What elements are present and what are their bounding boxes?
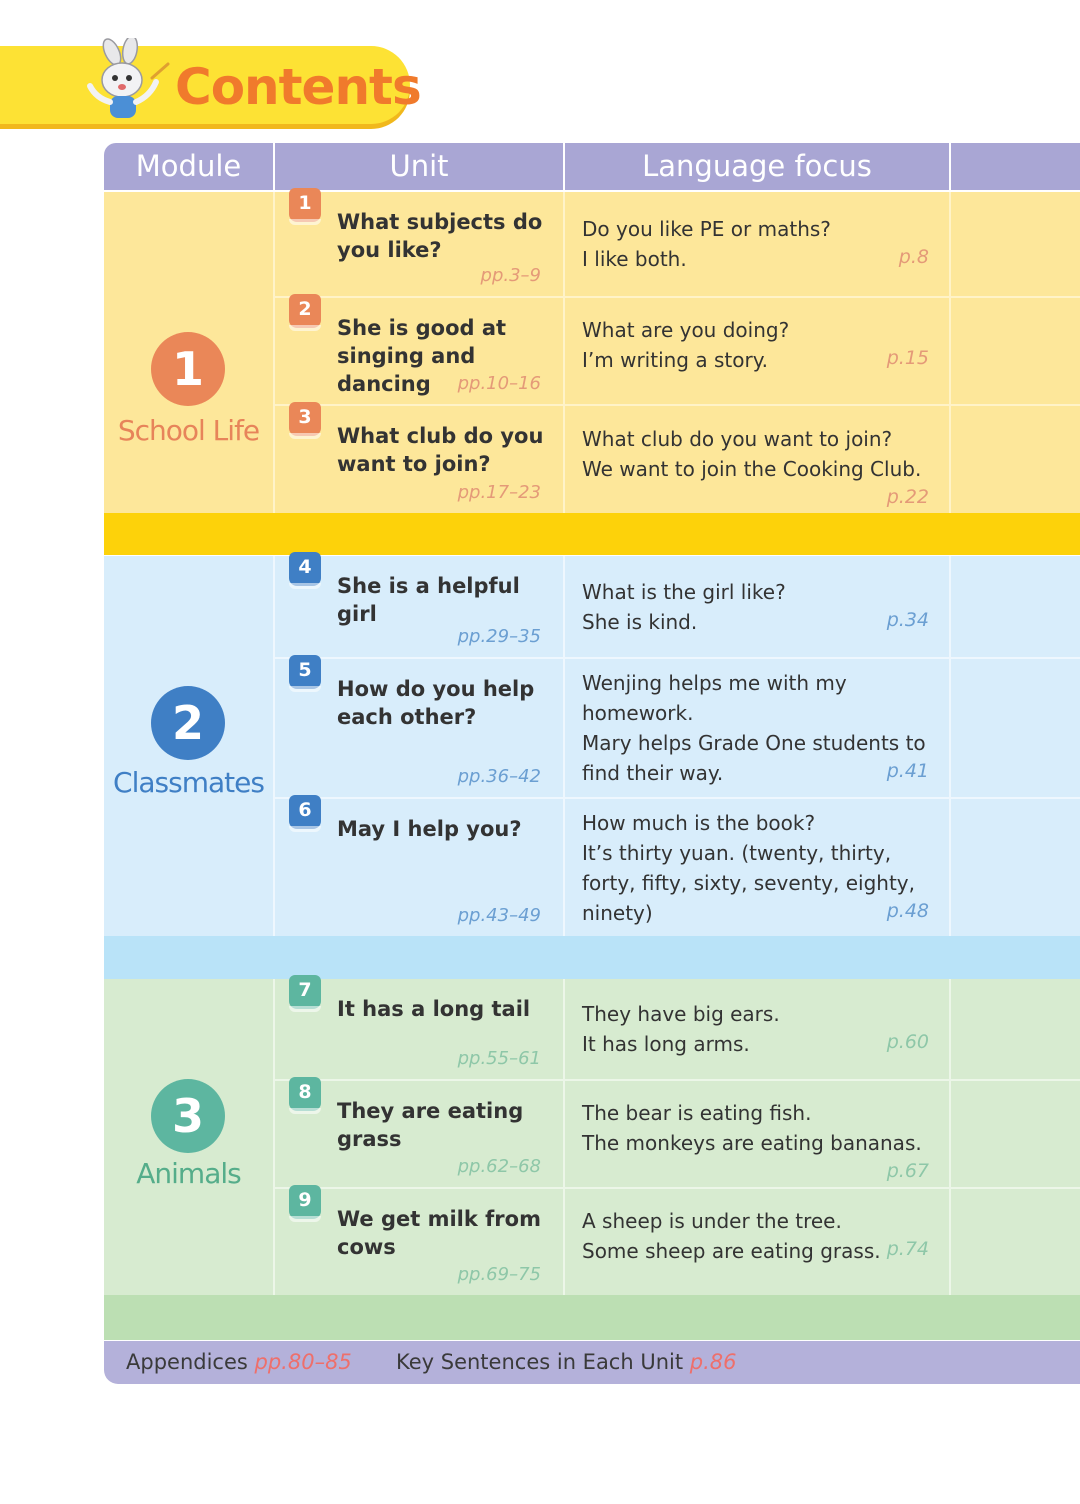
module-name: Animals xyxy=(136,1157,241,1190)
language-focus-line: I’m writing a story. xyxy=(582,348,769,372)
unit-pages: pp.43–49 xyxy=(457,905,541,926)
module-block xyxy=(104,979,1080,1340)
header-language-focus: Language focus xyxy=(565,143,949,190)
extra-cell xyxy=(951,659,1080,797)
language-focus-line: find their way. xyxy=(582,761,724,785)
unit-number-badge: 9 xyxy=(289,1185,321,1219)
language-focus-line: forty, fifty, sixty, seventy, eighty, xyxy=(582,871,915,895)
header-extra xyxy=(951,143,1080,190)
module-number-badge: 1 xyxy=(151,332,225,406)
unit-pages: pp.10–16 xyxy=(457,373,541,394)
unit-cell[interactable] xyxy=(275,1189,563,1295)
unit-cell[interactable] xyxy=(275,192,563,296)
language-focus-line: Some sheep are eating grass. xyxy=(582,1239,881,1263)
extra-cell xyxy=(951,1189,1080,1295)
unit-title: We get milk from cows xyxy=(337,1207,541,1259)
key-sentences-entry[interactable] xyxy=(396,1341,737,1384)
unit-pages: pp.29–35 xyxy=(457,626,541,647)
unit-cell[interactable] xyxy=(275,1081,563,1187)
language-focus-line: What is the girl like? xyxy=(582,580,786,604)
footer-bar xyxy=(104,1341,1080,1384)
unit-number-badge: 8 xyxy=(289,1077,321,1111)
unit-number-badge: 1 xyxy=(289,188,321,222)
language-focus-page: p.8 xyxy=(898,246,929,268)
module-name: Classmates xyxy=(113,766,264,799)
language-focus-page: p.34 xyxy=(886,609,929,631)
unit-title: What subjects do you like? xyxy=(337,210,543,262)
module-cell xyxy=(104,192,273,513)
appendices-label: Appendices xyxy=(126,1350,248,1374)
unit-title: It has a long tail xyxy=(337,997,531,1021)
unit-title: They are eating grass xyxy=(337,1099,524,1151)
language-focus-line: It’s thirty yuan. (twenty, thirty, xyxy=(582,841,892,865)
language-focus-line: A sheep is under the tree. xyxy=(582,1209,842,1233)
language-focus-line: What are you doing? xyxy=(582,318,790,342)
module-number-badge: 3 xyxy=(151,1079,225,1153)
language-focus-cell xyxy=(565,556,949,657)
unit-pages: pp.36–42 xyxy=(457,766,541,787)
language-focus-page: p.74 xyxy=(886,1238,929,1260)
extra-cell xyxy=(951,406,1080,513)
language-focus-line: ninety) xyxy=(582,901,653,925)
language-focus-page: p.15 xyxy=(886,347,929,369)
bunny-mascot-icon xyxy=(82,38,174,124)
module-divider-stripe xyxy=(104,1295,1080,1340)
unit-cell[interactable] xyxy=(275,298,563,404)
module-cell xyxy=(104,979,273,1295)
language-focus-line: They have big ears. xyxy=(582,1002,780,1026)
language-focus-cell xyxy=(565,298,949,404)
extra-cell xyxy=(951,979,1080,1079)
module-cell xyxy=(104,556,273,936)
unit-title: How do you help each other? xyxy=(337,677,535,729)
language-focus-page: p.48 xyxy=(886,900,929,922)
language-focus-cell xyxy=(565,1189,949,1295)
unit-cell[interactable] xyxy=(275,659,563,797)
module-number-badge: 2 xyxy=(151,686,225,760)
header-module: Module xyxy=(104,143,273,190)
language-focus-line: I like both. xyxy=(582,247,687,271)
language-focus-line: homework. xyxy=(582,701,694,725)
language-focus-line: Do you like PE or maths? xyxy=(582,217,831,241)
unit-number-badge: 3 xyxy=(289,402,321,436)
unit-title: May I help you? xyxy=(337,817,522,841)
unit-pages: pp.17–23 xyxy=(457,482,541,503)
key-sentences-page: p.86 xyxy=(689,1350,737,1374)
language-focus-line: She is kind. xyxy=(582,610,698,634)
appendices-pages: pp.80–85 xyxy=(254,1350,352,1374)
language-focus-line: The monkeys are eating bananas. xyxy=(582,1131,922,1155)
extra-cell xyxy=(951,799,1080,936)
language-focus-cell xyxy=(565,799,949,936)
language-focus-cell xyxy=(565,406,949,513)
unit-title: What club do you want to join? xyxy=(337,424,544,476)
module-name: School Life xyxy=(117,414,260,447)
header-unit: Unit xyxy=(275,143,563,190)
unit-pages: pp.3–9 xyxy=(480,265,541,286)
module-block xyxy=(104,556,1080,980)
unit-pages: pp.69–75 xyxy=(457,1264,541,1285)
language-focus-line: The bear is eating fish. xyxy=(582,1101,812,1125)
key-sentences-label: Key Sentences in Each Unit xyxy=(396,1350,684,1374)
language-focus-page: p.67 xyxy=(886,1160,929,1182)
unit-cell[interactable] xyxy=(275,979,563,1079)
unit-number-badge: 5 xyxy=(289,655,321,689)
extra-cell xyxy=(951,556,1080,657)
language-focus-page: p.22 xyxy=(886,486,929,508)
module-divider-stripe xyxy=(104,513,1080,555)
module-block xyxy=(104,192,1080,555)
page-title: Contents xyxy=(175,58,421,116)
unit-number-badge: 6 xyxy=(289,795,321,829)
module-divider-stripe xyxy=(104,936,1080,980)
unit-cell[interactable] xyxy=(275,406,563,513)
extra-cell xyxy=(951,298,1080,404)
unit-number-badge: 2 xyxy=(289,294,321,328)
language-focus-line: Wenjing helps me with my xyxy=(582,671,847,695)
unit-number-badge: 7 xyxy=(289,975,321,1009)
language-focus-cell xyxy=(565,192,949,296)
language-focus-cell xyxy=(565,1081,949,1187)
appendices-entry[interactable] xyxy=(126,1341,352,1384)
unit-cell[interactable] xyxy=(275,556,563,657)
unit-number-badge: 4 xyxy=(289,552,321,586)
language-focus-line: How much is the book? xyxy=(582,811,816,835)
unit-title: She is a helpful girl xyxy=(337,574,520,626)
language-focus-cell xyxy=(565,659,949,797)
language-focus-page: p.60 xyxy=(886,1031,929,1053)
language-focus-line: We want to join the Cooking Club. xyxy=(582,457,922,481)
language-focus-cell xyxy=(565,979,949,1079)
extra-cell xyxy=(951,192,1080,296)
unit-pages: pp.62–68 xyxy=(457,1156,541,1177)
unit-cell[interactable] xyxy=(275,799,563,936)
unit-title: She is good at singing and dancing xyxy=(337,316,507,396)
language-focus-line: Mary helps Grade One students to xyxy=(582,731,926,755)
language-focus-line: It has long arms. xyxy=(582,1032,750,1056)
language-focus-page: p.41 xyxy=(886,760,929,782)
language-focus-line: What club do you want to join? xyxy=(582,427,893,451)
unit-pages: pp.55–61 xyxy=(457,1048,541,1069)
extra-cell xyxy=(951,1081,1080,1187)
